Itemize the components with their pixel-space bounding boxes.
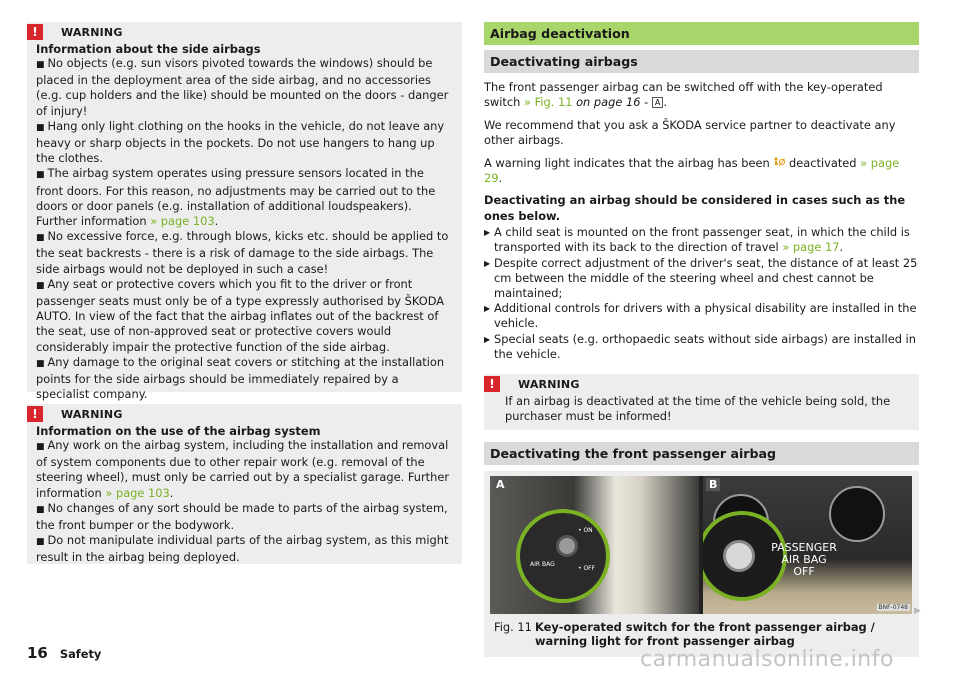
figure-link[interactable]: » Fig. 11 (524, 95, 573, 110)
watermark: carmanualsonline.info (640, 647, 894, 672)
warning-box-side-airbags (27, 22, 462, 402)
section-title: Airbag deactivation (484, 22, 919, 45)
warning-item: ■ Do not manipulate individual parts of the airbag system, as this might result in the airbag being deployed. (36, 533, 449, 565)
chapter-name: Safety (59, 647, 102, 661)
warning-box-deactivated-airbag (484, 374, 919, 430)
figure-number: Fig. 11 (494, 620, 532, 635)
warning-icon: ! (27, 24, 43, 40)
brand-logo-icon (723, 540, 755, 572)
bullet-icon: ■ (36, 537, 45, 548)
warning-header (27, 24, 453, 40)
bullet-icon: ■ (36, 504, 45, 515)
list-item: ▶ A child seat is mounted on the front passenger seat, in which the child is transported with its back to the direction of travel » page 17. (484, 225, 910, 255)
switch-airbag-label: AIR BAG (530, 561, 555, 569)
switch-off-label: • OFF (578, 565, 596, 573)
list-intro: Deactivating an airbag should be considered in cases such as the ones below. (484, 193, 906, 223)
switch-on-label: • ON (578, 527, 593, 535)
warning-label: WARNING (61, 25, 123, 39)
left-column (27, 22, 462, 576)
arrow-icon: ▶ (484, 334, 491, 344)
list-item: ▶ Special seats (e.g. orthopaedic seats without side airbags) are installed in the vehicle. (484, 331, 916, 361)
paragraph: A warning light indicates that the airbag has been deactivated » page 29. (484, 155, 900, 186)
bullet-icon: ■ (36, 233, 45, 244)
bullet-icon: ■ (36, 122, 45, 133)
gauge (829, 486, 885, 542)
warning-item: ■ Any work on the airbag system, including the installation and removal of system components due to other repair work (e.g. removal of the steering wheel), must only be carried out by a specialist garage. Further information » page 103. (36, 438, 450, 500)
continue-arrow-icon: ▶ (914, 606, 921, 616)
key-switch-detail (516, 509, 610, 603)
arrow-icon: ▶ (484, 258, 491, 268)
warning-item: ■ Hang only light clothing on the hooks in the vehicle, do not leave any heavy or sharp objects in the pockets. Do not use hangers to hang up the clothes. (36, 118, 445, 166)
airbag-off-icon (773, 157, 785, 168)
subsection-title: Deactivating the front passenger airbag (484, 442, 919, 465)
arrow-icon: ▶ (484, 304, 491, 314)
warning-icon: ! (484, 376, 500, 392)
key-switch-knob (556, 535, 578, 557)
bullet-icon: ■ (36, 442, 45, 452)
page-link[interactable]: » page 29 (484, 155, 900, 186)
figure-panel-b (703, 476, 912, 614)
warning-header (27, 406, 453, 422)
bullet-icon: ■ (36, 170, 45, 181)
bullet-icon: ■ (36, 358, 45, 369)
warning-item: ■ The airbag system operates using pressure sensors located in the front doors. For this reason, no adjustments may be carried out to the doors or door panels (e.g. installation of additional loudspeakers). Further information » page 103. (36, 166, 436, 229)
figure-caption (490, 620, 913, 649)
warning-item: ■ Any damage to the original seat covers or stitching at the installation points for the side airbags should be immediately repaired by a specialist company. (36, 354, 445, 402)
page-link[interactable]: » page 17 (782, 240, 840, 255)
page-footer (27, 644, 101, 662)
page-link[interactable]: » page 103 (150, 214, 215, 229)
warning-label: WARNING (61, 407, 123, 421)
page-number: 16 (27, 644, 48, 662)
bullet-icon: ■ (36, 280, 45, 291)
figure-block (484, 471, 919, 657)
list-item: ▶ Additional controls for drivers with a physical disability are installed in the vehicle. (484, 301, 917, 331)
panel-label: A (493, 478, 508, 491)
subsection-title: Deactivating airbags (484, 50, 919, 73)
warning-title: Information about the side airbags (36, 42, 261, 56)
warning-label: WARNING (518, 377, 580, 391)
right-column (484, 22, 919, 657)
warning-text: If an airbag is deactivated at the time of the vehicle being sold, the purchaser must be informed! (505, 394, 891, 424)
warning-box-airbag-system (27, 404, 462, 564)
warning-header (484, 376, 910, 392)
figure-panel-a (490, 476, 699, 614)
paragraph: The front passenger airbag can be switched off with the key-operated switch » Fig. 11 on page 16 - A . (484, 80, 883, 110)
figure-code: BNF-0748 (878, 604, 908, 612)
figure-11 (490, 476, 912, 614)
warning-item: ■ No changes of any sort should be made to parts of the airbag system, the front bumper or the bodywork. (36, 500, 448, 533)
bullet-icon: ■ (36, 60, 45, 70)
warning-item: ■ No excessive force, e.g. through blows, kicks etc. should be applied to the seat backrests - there is a risk of damage to the side airbags. The side airbags would not be deployed in such a case! (36, 229, 449, 276)
passenger-airbag-off-light: PASSENGER AIR BAG OFF (771, 541, 837, 579)
page-link[interactable]: » page 103 (105, 485, 170, 500)
warning-item: ■ Any seat or protective covers which you fit to the driver or front passenger seats must only be of a type expressly authorised by ŠKODA AUTO. In view of the fact that the airbag inflates out of the backrest of the seat, use of non-approved seat or protective covers would considerably impair the protective function of the side airbag. (36, 276, 445, 354)
paragraph: We recommend that you ask a ŠKODA service partner to deactivate any other airbags. (484, 117, 896, 148)
list-item: ▶ Despite correct adjustment of the driver's seat, the distance of at least 25 cm between the middle of the steering wheel and chest cannot be maintained; (484, 255, 918, 301)
warning-item: ■ No objects (e.g. sun visors pivoted towards the windows) should be placed in the deployment area of the side airbag, and no accessories (e.g. cup holders and the like) should be mounted on the doors - danger of injury! (36, 56, 449, 118)
arrow-icon: ▶ (484, 228, 491, 238)
key-letter-badge: A (652, 97, 663, 108)
deactivation-case-list (484, 225, 919, 362)
warning-title: Information on the use of the airbag system (36, 424, 321, 438)
warning-icon: ! (27, 406, 43, 422)
panel-label: B (706, 478, 720, 491)
figure-caption-text: Key-operated switch for the front passenger airbag / warning light for front passenger airbag (535, 620, 875, 649)
